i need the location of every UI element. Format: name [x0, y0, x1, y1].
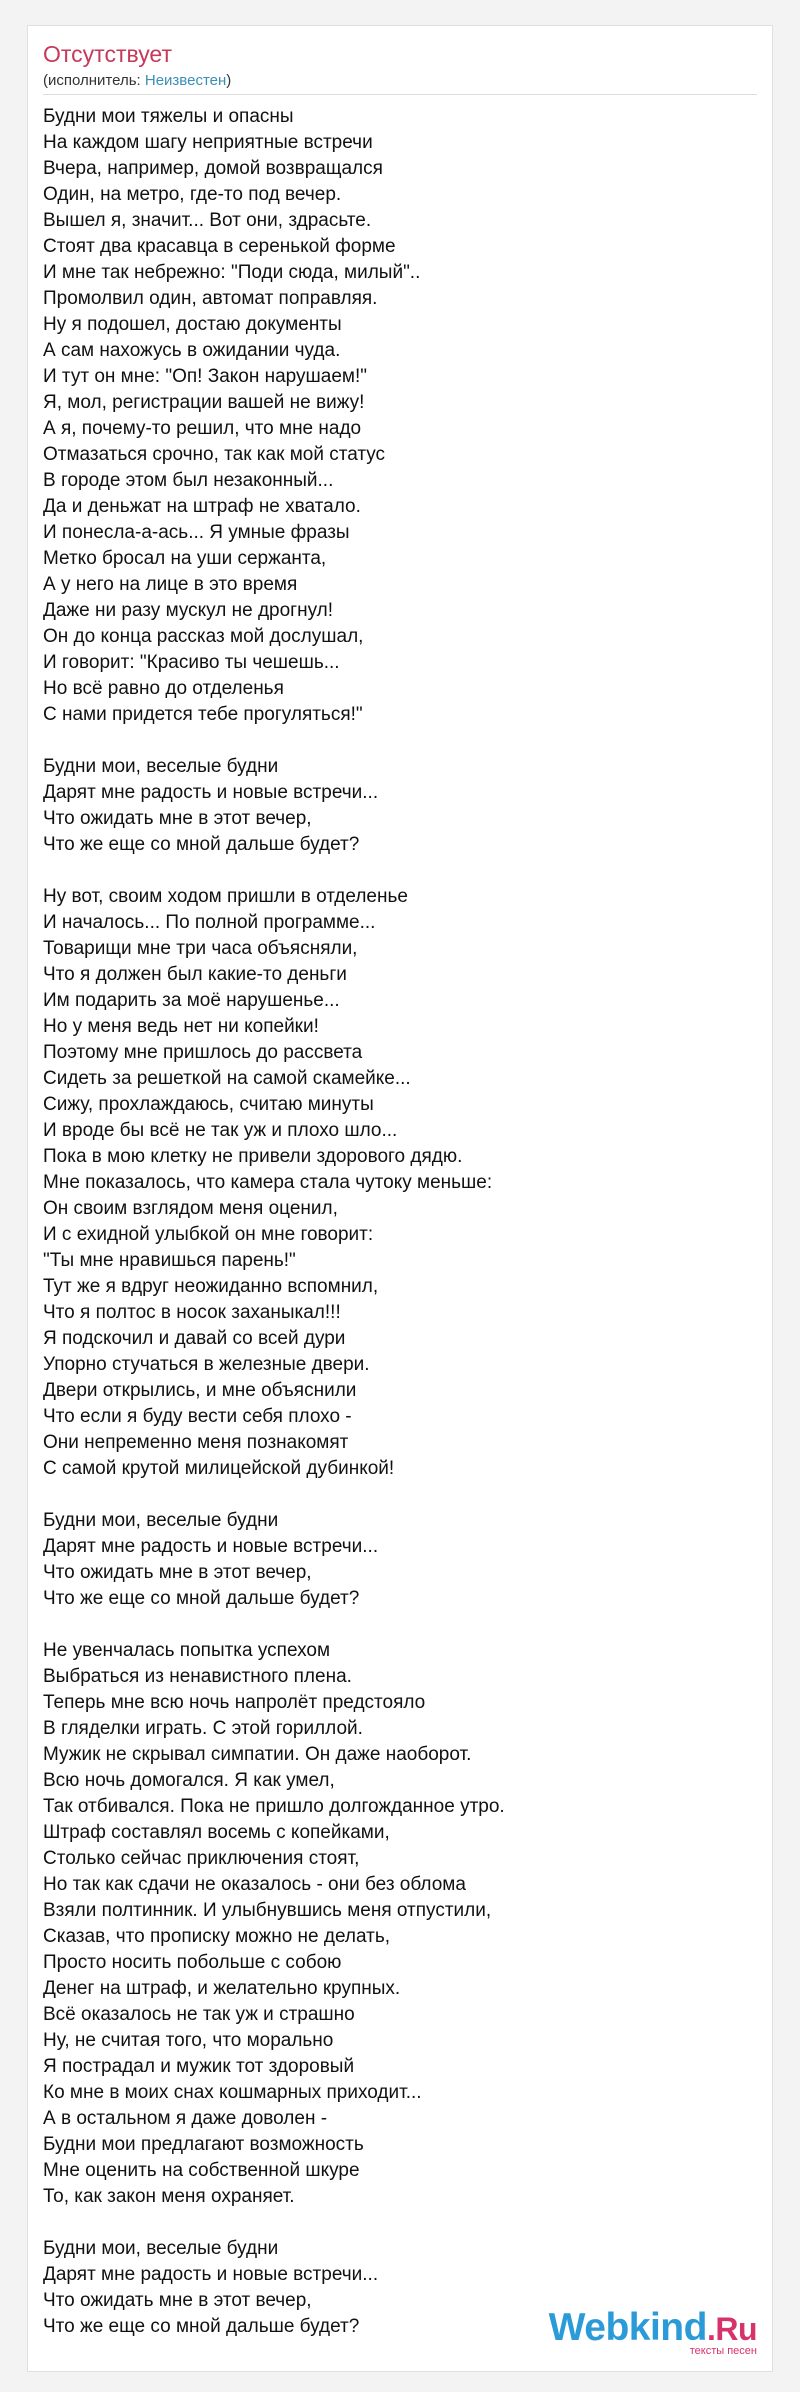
logo-web: Web — [548, 2306, 629, 2349]
lyrics-line: А у него на лице в это время — [43, 574, 298, 595]
logo-wordmark — [549, 2308, 757, 2349]
header-divider — [43, 94, 757, 95]
lyrics-line: Двери открылись, и мне объяснили — [43, 1380, 357, 1401]
lyrics-line: Будни мои, веселые будни — [43, 1510, 279, 1531]
lyrics-line: Ну, не считая того, что морально — [43, 2030, 334, 2051]
lyrics-line: Один, на метро, где-то под вечер. — [43, 184, 342, 205]
lyrics-stanza — [43, 1508, 757, 1612]
lyrics-line: Он своим взглядом меня оценил, — [43, 1198, 338, 1219]
lyrics-line: А я, почему-то решил, что мне надо — [43, 418, 362, 439]
lyrics-line: Даже ни разу мускул не дрогнул! — [43, 600, 334, 621]
lyrics-line: Вышел я, значит... Вот они, здрасьте. — [43, 210, 372, 231]
lyrics-body — [43, 104, 757, 2366]
lyrics-line: На каждом шагу неприятные встречи — [43, 132, 373, 153]
lyrics-stanza — [43, 754, 757, 858]
lyrics-line: Мне оценить на собственной шкуре — [43, 2160, 360, 2181]
lyrics-line: Что если я буду вести себя плохо - — [43, 1406, 352, 1427]
lyrics-line: Мужик не скрывал симпатии. Он даже наоборот. — [43, 1744, 472, 1765]
lyrics-line: Упорно стучаться в железные двери. — [43, 1354, 370, 1375]
lyrics-line: Сказав, что прописку можно не делать, — [43, 1926, 391, 1947]
lyrics-line: "Ты мне нравишься парень!" — [43, 1250, 296, 1271]
lyrics-line: Теперь мне всю ночь напролёт предстояло — [43, 1692, 426, 1713]
lyrics-line: Денег на штраф, и желательно крупных. — [43, 1978, 401, 1999]
lyrics-line: Что я должен был какие-то деньги — [43, 964, 347, 985]
lyrics-line: Что же еще со мной дальше будет? — [43, 834, 360, 855]
lyrics-stanza — [43, 1638, 757, 2210]
lyrics-line: Ко мне в моих снах кошмарных приходит... — [43, 2082, 422, 2103]
lyrics-line: А сам нахожусь в ожидании чуда. — [43, 340, 341, 361]
artist-prefix: (исполнитель: — [43, 72, 145, 89]
logo-subtitle: тексты песен — [689, 2345, 757, 2357]
logo-kind: kind — [628, 2306, 707, 2349]
lyrics-line: Выбраться из ненавистного плена. — [43, 1666, 352, 1687]
lyrics-line: Метко бросал на уши сержанта, — [43, 548, 327, 569]
lyrics-line: Что же еще со мной дальше будет? — [43, 2316, 360, 2337]
lyrics-line: Сидеть за решеткой на самой скамейке... — [43, 1068, 411, 1089]
lyrics-line: И понесла-а-ась... Я умные фразы — [43, 522, 350, 543]
lyrics-line: Что ожидать мне в этот вечер, — [43, 2290, 312, 2311]
lyrics-line: И вроде бы всё не так уж и плохо шло... — [43, 1120, 398, 1141]
lyrics-line: Я подскочил и давай со всей дури — [43, 1328, 346, 1349]
lyrics-line: Не увенчалась попытка успехом — [43, 1640, 331, 1661]
lyrics-line: Промолвил один, автомат поправляя. — [43, 288, 378, 309]
song-title: Отсутствует — [43, 41, 172, 67]
lyrics-line: Отмазаться срочно, так как мой статус — [43, 444, 386, 465]
lyrics-line: Я, мол, регистрации вашей не вижу! — [43, 392, 365, 413]
lyrics-line: И тут он мне: "Оп! Закон нарушаем!" — [43, 366, 368, 387]
lyrics-line: Но всё равно до отделенья — [43, 678, 284, 699]
lyrics-line: Взяли полтинник. И улыбнувшись меня отпустили, — [43, 1900, 492, 1921]
lyrics-line: Они непременно меня познакомят — [43, 1432, 349, 1453]
lyrics-line: Я пострадал и мужик тот здоровый — [43, 2056, 355, 2077]
lyrics-line: То, как закон меня охраняет. — [43, 2186, 295, 2207]
lyrics-line: Столько сейчас приключения стоят, — [43, 1848, 360, 1869]
lyrics-line: Штраф составлял восемь с копейками, — [43, 1822, 390, 1843]
lyrics-line: Стоят два красавца в серенькой форме — [43, 236, 396, 257]
lyrics-line: Вчера, например, домой возвращался — [43, 158, 383, 179]
lyrics-line: А в остальном я даже доволен - — [43, 2108, 328, 2129]
lyrics-line: Всё оказалось не так уж и страшно — [43, 2004, 355, 2025]
artist-link[interactable]: Неизвестен — [144, 72, 227, 89]
artist-suffix: ) — [226, 72, 232, 89]
lyrics-line: Всю ночь домогался. Я как умел, — [43, 1770, 335, 1791]
artist-line — [43, 72, 757, 90]
lyrics-line: Пока в мою клетку не привели здорового дядю. — [43, 1146, 463, 1167]
lyrics-line: Что ожидать мне в этот вечер, — [43, 808, 312, 829]
lyrics-stanza — [43, 884, 757, 1482]
song-header — [43, 40, 757, 90]
lyrics-line: В гляделки играть. С этой гориллой. — [43, 1718, 363, 1739]
lyrics-line: И началось... По полной программе... — [43, 912, 376, 933]
lyrics-line: И мне так небрежно: "Поди сюда, милый".. — [43, 262, 421, 283]
logo-ru: .Ru — [706, 2311, 757, 2347]
lyrics-line: Он до конца рассказ мой дослушал, — [43, 626, 364, 647]
lyrics-line: Но у меня ведь нет ни копейки! — [43, 1016, 319, 1037]
lyrics-line: Будни мои тяжелы и опасны — [43, 106, 294, 127]
lyrics-line: Что же еще со мной дальше будет? — [43, 1588, 360, 1609]
lyrics-line: В городе этом был незаконный... — [43, 470, 334, 491]
lyrics-line: Дарят мне радость и новые встречи... — [43, 1536, 379, 1557]
lyrics-line: Будни мои, веселые будни — [43, 2238, 279, 2259]
lyrics-line: И говорит: "Красиво ты чешешь... — [43, 652, 340, 673]
lyrics-line: Поэтому мне пришлось до рассвета — [43, 1042, 363, 1063]
lyrics-line: Мне показалось, что камера стала чутоку меньше: — [43, 1172, 493, 1193]
webkind-logo[interactable] — [549, 2308, 757, 2357]
lyrics-line: Что ожидать мне в этот вечер, — [43, 1562, 312, 1583]
lyrics-line: И с ехидной улыбкой он мне говорит: — [43, 1224, 374, 1245]
lyrics-line: Товарищи мне три часа объясняли, — [43, 938, 358, 959]
lyrics-line: Просто носить побольше с собою — [43, 1952, 342, 1973]
lyrics-line: Им подарить за моё нарушенье... — [43, 990, 340, 1011]
lyrics-line: Дарят мне радость и новые встречи... — [43, 782, 379, 803]
lyrics-line: Дарят мне радость и новые встречи... — [43, 2264, 379, 2285]
lyrics-line: Что я полтос в носок заханыкал!!! — [43, 1302, 341, 1323]
lyrics-line: Сижу, прохлаждаюсь, считаю минуты — [43, 1094, 374, 1115]
lyrics-line: Так отбивался. Пока не пришло долгожданное утро. — [43, 1796, 505, 1817]
content-panel — [27, 25, 773, 2372]
lyrics-line: Ну я подошел, достаю документы — [43, 314, 342, 335]
lyrics-line: Да и деньжат на штраф не хватало. — [43, 496, 361, 517]
lyrics-line: Будни мои, веселые будни — [43, 756, 279, 777]
lyrics-line: Но так как сдачи не оказалось - они без облома — [43, 1874, 466, 1895]
lyrics-line: Тут же я вдруг неожиданно вспомнил, — [43, 1276, 379, 1297]
lyrics-stanza — [43, 104, 757, 728]
lyrics-line: Ну вот, своим ходом пришли в отделенье — [43, 886, 408, 907]
lyrics-line: С нами придется тебе прогуляться!" — [43, 704, 363, 725]
lyrics-line: С самой крутой милицейской дубинкой! — [43, 1458, 395, 1479]
lyrics-line: Будни мои предлагают возможность — [43, 2134, 364, 2155]
